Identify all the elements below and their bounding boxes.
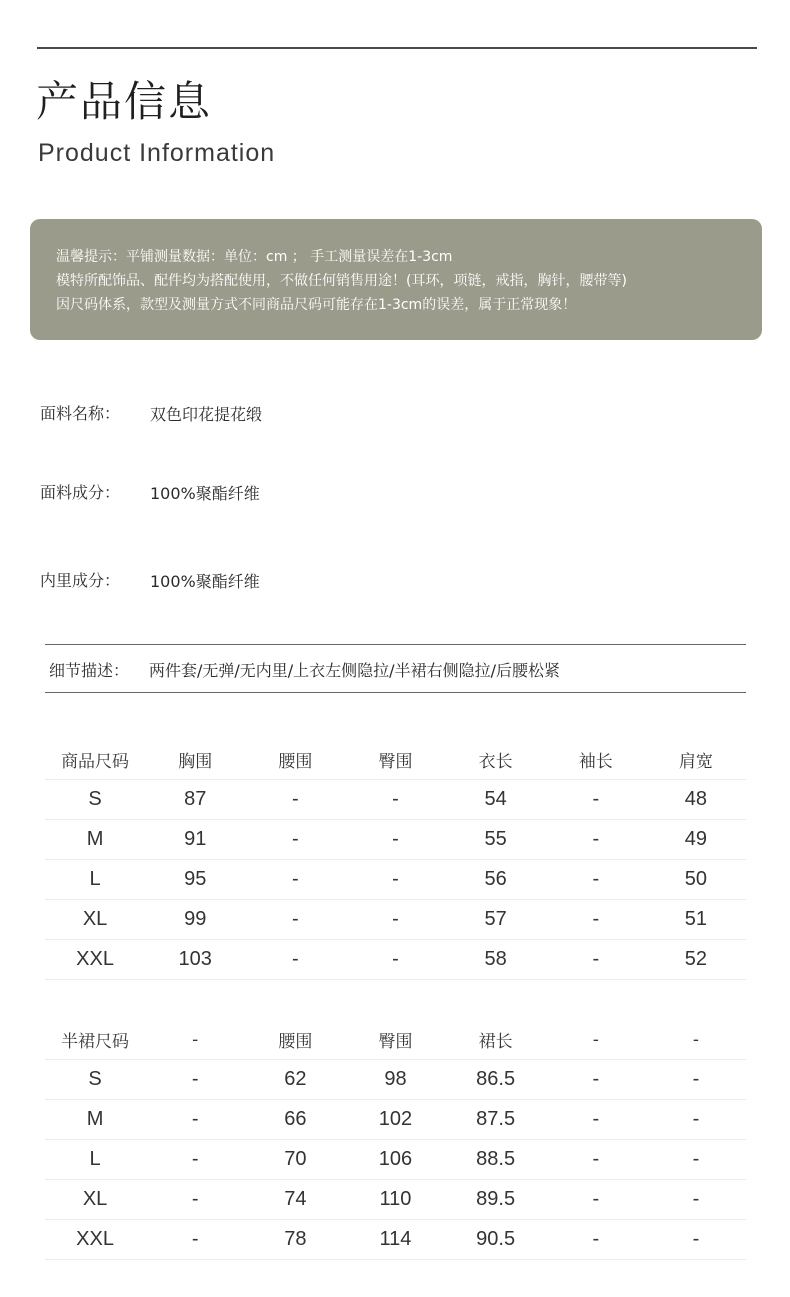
table-cell: - xyxy=(145,1220,245,1260)
table-cell: XL xyxy=(45,900,145,940)
table-row xyxy=(45,860,746,900)
table-cell: 95 xyxy=(145,860,245,900)
table-header-cell: 半裙尺码 xyxy=(45,1020,145,1060)
table-cell: M xyxy=(45,820,145,860)
table-cell: L xyxy=(45,860,145,900)
table-cell: - xyxy=(546,780,646,820)
table-cell: 87 xyxy=(145,780,245,820)
table-cell: - xyxy=(546,820,646,860)
table-cell: XXL xyxy=(45,940,145,980)
table-row xyxy=(45,1220,746,1260)
table-header-cell: 商品尺码 xyxy=(45,740,145,780)
table-header-cell: 袖长 xyxy=(546,740,646,780)
table-cell: - xyxy=(646,1060,746,1100)
table-header-cell: 臀围 xyxy=(345,740,445,780)
table-cell: - xyxy=(345,860,445,900)
table-cell: - xyxy=(245,900,345,940)
table-header-cell: - xyxy=(646,1020,746,1060)
notice-line: 模特所配饰品、配件均为搭配使用，不做任何销售用途！(耳环，项链，戒指，胸针，腰带等) xyxy=(56,273,627,289)
table-cell: - xyxy=(345,780,445,820)
table-row xyxy=(45,1060,746,1100)
table-row xyxy=(45,940,746,980)
table-row xyxy=(45,820,746,860)
table-row xyxy=(45,1180,746,1220)
table-cell: - xyxy=(646,1220,746,1260)
table-cell: S xyxy=(45,1060,145,1100)
table-cell: - xyxy=(546,900,646,940)
notice-panel xyxy=(30,219,762,340)
page-subtitle: Product Information xyxy=(38,139,276,167)
table-header-cell: 腰围 xyxy=(245,1020,345,1060)
table-cell: - xyxy=(546,1180,646,1220)
table-cell: 58 xyxy=(446,940,546,980)
table-cell: 90.5 xyxy=(446,1220,546,1260)
table-cell: 99 xyxy=(145,900,245,940)
page-title: 产品信息 xyxy=(36,77,213,126)
fabric-name-value: 双色印花提花缎 xyxy=(150,405,263,424)
table-cell: - xyxy=(646,1180,746,1220)
table-cell: - xyxy=(245,940,345,980)
table-cell: 88.5 xyxy=(446,1140,546,1180)
top-size-table xyxy=(45,740,746,980)
table-row xyxy=(45,900,746,940)
table-header-cell: 胸围 xyxy=(145,740,245,780)
table-header-row xyxy=(45,740,746,780)
table-cell: 52 xyxy=(646,940,746,980)
table-header-cell: 臀围 xyxy=(345,1020,445,1060)
table-header-cell: - xyxy=(145,1020,245,1060)
table-cell: 110 xyxy=(345,1180,445,1220)
table-cell: - xyxy=(145,1100,245,1140)
table-row xyxy=(45,1100,746,1140)
table-cell: 62 xyxy=(245,1060,345,1100)
notice-line: 温馨提示：平铺测量数据：单位：cm ； 手工测量误差在1-3cm xyxy=(56,249,453,265)
table-cell: 48 xyxy=(646,780,746,820)
table-row xyxy=(45,780,746,820)
table-cell: 106 xyxy=(345,1140,445,1180)
table-header-cell: 腰围 xyxy=(245,740,345,780)
table-cell: - xyxy=(546,1220,646,1260)
lining-composition-label: 内里成分： xyxy=(40,571,121,590)
table-cell: 49 xyxy=(646,820,746,860)
table-cell: - xyxy=(345,900,445,940)
table-cell: 89.5 xyxy=(446,1180,546,1220)
table-cell: S xyxy=(45,780,145,820)
table-header-cell: 肩宽 xyxy=(646,740,746,780)
table-header-cell: 裙长 xyxy=(446,1020,546,1060)
table-cell: M xyxy=(45,1100,145,1140)
table-header-cell: - xyxy=(546,1020,646,1060)
table-header-row xyxy=(45,1020,746,1060)
table-cell: 70 xyxy=(245,1140,345,1180)
table-cell: 87.5 xyxy=(446,1100,546,1140)
detail-value: 两件套/无弹/无内里/上衣左侧隐拉/半裙右侧隐拉/后腰松紧 xyxy=(149,661,560,680)
table-cell: L xyxy=(45,1140,145,1180)
table-cell: - xyxy=(345,820,445,860)
table-cell: - xyxy=(245,820,345,860)
table-cell: - xyxy=(145,1140,245,1180)
table-cell: 66 xyxy=(245,1100,345,1140)
table-cell: - xyxy=(145,1060,245,1100)
table-cell: - xyxy=(546,1140,646,1180)
table-cell: 103 xyxy=(145,940,245,980)
table-cell: - xyxy=(546,940,646,980)
top-divider xyxy=(37,47,757,49)
table-row xyxy=(45,1140,746,1180)
table-cell: - xyxy=(546,860,646,900)
fabric-composition-label: 面料成分： xyxy=(40,483,121,502)
detail-description xyxy=(45,644,746,693)
table-cell: 78 xyxy=(245,1220,345,1260)
table-cell: 74 xyxy=(245,1180,345,1220)
table-cell: - xyxy=(546,1060,646,1100)
table-cell: 86.5 xyxy=(446,1060,546,1100)
table-cell: - xyxy=(245,860,345,900)
table-cell: 56 xyxy=(446,860,546,900)
table-header-cell: 衣长 xyxy=(446,740,546,780)
notice-line: 因尺码体系，款型及测量方式不同商品尺码可能存在1-3cm的误差，属于正常现象！ xyxy=(56,297,577,313)
detail-label: 细节描述： xyxy=(49,661,130,680)
table-cell: 102 xyxy=(345,1100,445,1140)
fabric-composition-value: 100%聚酯纤维 xyxy=(150,484,260,503)
table-cell: 114 xyxy=(345,1220,445,1260)
table-cell: - xyxy=(546,1100,646,1140)
table-cell: 57 xyxy=(446,900,546,940)
table-cell: 50 xyxy=(646,860,746,900)
lining-composition-value: 100%聚酯纤维 xyxy=(150,572,260,591)
table-cell: 98 xyxy=(345,1060,445,1100)
table-cell: - xyxy=(646,1140,746,1180)
table-cell: - xyxy=(345,940,445,980)
table-cell: 54 xyxy=(446,780,546,820)
fabric-name-label: 面料名称： xyxy=(40,404,121,423)
table-cell: - xyxy=(245,780,345,820)
table-cell: 91 xyxy=(145,820,245,860)
table-cell: XL xyxy=(45,1180,145,1220)
skirt-size-table xyxy=(45,1020,746,1260)
table-cell: 51 xyxy=(646,900,746,940)
table-cell: XXL xyxy=(45,1220,145,1260)
table-cell: - xyxy=(145,1180,245,1220)
table-cell: - xyxy=(646,1100,746,1140)
table-cell: 55 xyxy=(446,820,546,860)
